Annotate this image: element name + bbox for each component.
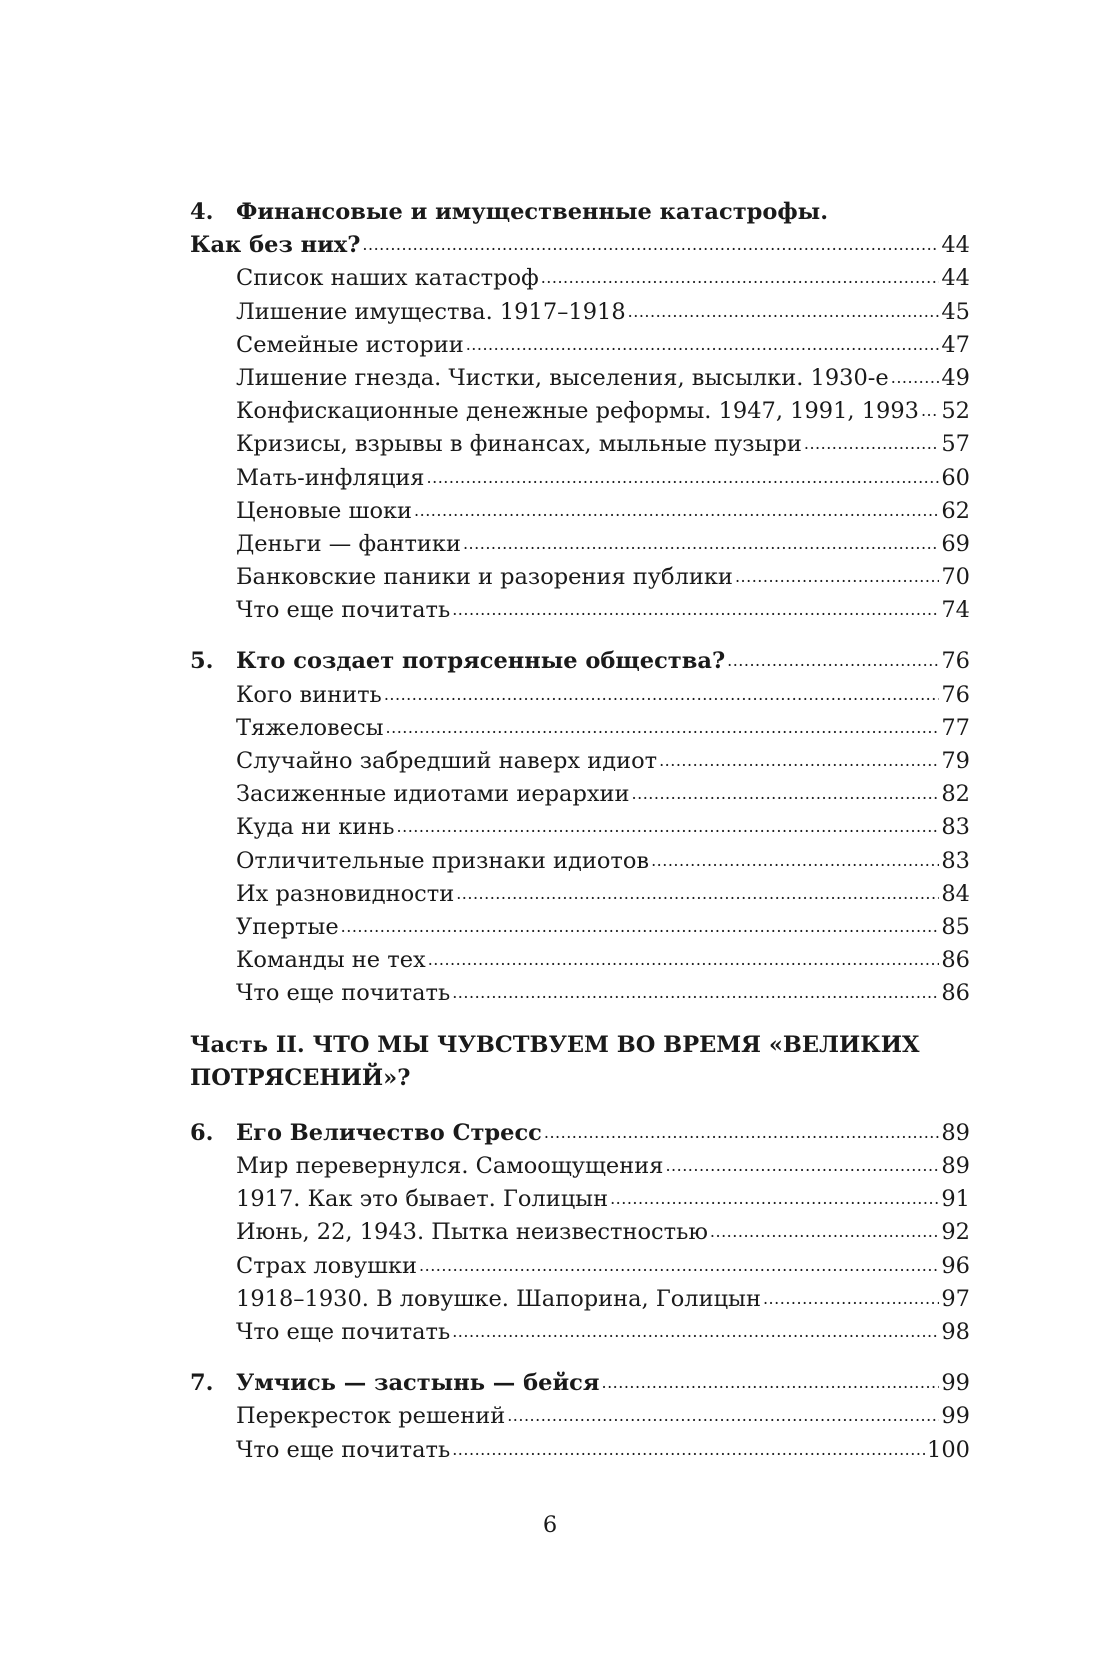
page-number: 57 [941,431,970,458]
page-number: 83 [941,814,970,841]
page-number: 91 [941,1186,970,1213]
chapter-title: Кто создает потрясенные общества? [236,648,726,675]
toc-entry [190,1150,970,1183]
entry-title: Семейные истории [236,331,464,358]
page-number: 44 [941,265,970,292]
chapter-title-line1: Финансовые и имущественные катастрофы. [236,199,829,225]
dot-leader [427,460,940,494]
page-number: 89 [941,1153,970,1180]
chapter-number: 5. [190,648,214,675]
entry-title: Упертые [236,913,339,940]
dot-leader [466,327,940,361]
toc-entry [190,778,970,811]
entry-title: Июнь, 22, 1943. Пытка неизвестностью [236,1219,708,1246]
page-number: 77 [941,714,970,741]
dot-leader [710,1214,939,1248]
page-number: 47 [941,331,970,358]
entry-title: 1918–1930. В ловушке. Шапорина, Голицын [236,1285,761,1312]
page-number: 84 [941,880,970,907]
page-number: 70 [941,564,970,591]
toc-entry [190,745,970,778]
page-number: 60 [941,464,970,491]
page-number: 74 [941,597,970,624]
toc-entry [190,1216,970,1249]
dot-leader [452,592,939,626]
entry-title: Список наших катастроф [236,265,539,292]
toc-entry [190,1316,970,1349]
toc-entry [190,362,970,395]
toc-entry [190,262,970,295]
entry-title: Мать-инфляция [236,464,425,491]
dot-leader [651,843,939,877]
page-number: 86 [941,980,970,1007]
toc-entry [190,296,970,329]
dot-leader [463,526,939,560]
dot-leader [659,743,939,777]
page-number: 45 [941,298,970,325]
dot-leader [414,493,939,527]
part-heading-line1: Часть II. ЧТО МЫ ЧУВСТВУЕМ ВО ВРЕМЯ «ВЕЛИКИХ [190,1031,920,1058]
toc-entry [190,1434,970,1467]
dot-leader [362,227,939,261]
page-number: 52 [941,398,970,425]
toc-entry [190,944,970,977]
page-number: 89 [941,1119,970,1146]
entry-title: Конфискационные денежные реформы. 1947, 1991, 1993 [236,398,919,425]
chapter-number: 4. [190,199,214,225]
page-number: 76 [941,681,970,708]
page-folio: 6 [542,1512,558,1538]
dot-leader [452,1432,925,1466]
toc-entry [190,1250,970,1283]
toc-entry [190,329,970,362]
dot-leader [727,643,939,677]
dot-leader [541,260,940,294]
dot-leader [419,1248,939,1282]
toc-entry [190,1283,970,1316]
chapter-heading [190,645,970,678]
entry-title: Случайно забредший наверх идиот [236,748,658,774]
entry-title: Команды не тех [236,947,426,974]
page-number: 98 [941,1319,970,1346]
chapter-number: 7. [190,1370,214,1397]
toc-entry [190,428,970,461]
dot-leader [763,1281,939,1315]
toc-entry [190,679,970,712]
entry-title: Что еще почитать [236,1319,451,1346]
chapter-title-line2: Как без них? [190,232,361,259]
page-number: 76 [941,648,970,675]
dot-leader [507,1398,939,1432]
chapter-heading [190,1367,970,1400]
entry-title: Лишение гнезда. Чистки, выселения, высылки. 1930-е [236,364,889,391]
dot-leader [921,393,939,427]
toc-entry [190,845,970,878]
toc-entry [190,495,970,528]
dot-leader [456,876,939,910]
page-number: 44 [941,232,970,259]
dot-leader [610,1181,939,1215]
entry-title: Мир перевернулся. Самоощущения [236,1153,664,1180]
dot-leader [341,909,940,943]
dot-leader [735,559,939,593]
chapter-6 [190,1117,970,1349]
dot-leader [804,426,940,460]
entry-title: Что еще почитать [236,980,451,1007]
dot-leader [384,677,940,711]
table-of-contents [190,196,970,1485]
page-number: 82 [941,781,970,808]
dot-leader [628,294,940,328]
toc-entry [190,1183,970,1216]
toc-entry [190,1400,970,1433]
chapter-number: 6. [190,1119,214,1146]
page-number: 96 [941,1252,970,1279]
page-number: 97 [941,1285,970,1312]
page-number: 83 [941,847,970,874]
chapter-5 [190,645,970,1010]
page-number: 85 [941,913,970,940]
chapter-title: Его Величество Стресс [236,1119,542,1146]
entry-title: Куда ни кинь [236,814,395,841]
entry-title: Страх ловушки [236,1252,418,1279]
entry-title: Перекресток решений [236,1403,506,1430]
dot-leader [665,1148,939,1182]
entry-title: Их разновидности [236,880,455,907]
dot-leader [452,1314,939,1348]
dot-leader [397,809,940,843]
page-number: 99 [941,1370,970,1397]
page-number: 49 [941,364,970,391]
toc-entry [190,878,970,911]
dot-leader [601,1365,939,1399]
entry-title: Деньги — фантики [236,530,461,557]
page-number: 62 [941,497,970,524]
entry-title: Засиженные идиотами иерархии [236,781,630,808]
entry-title: 1917. Как это бывает. Голицын [236,1186,609,1213]
entry-title: Лишение имущества. 1917–1918 [236,298,626,325]
dot-leader [428,942,940,976]
part-heading [190,1029,970,1095]
entry-title: Кого винить [236,681,382,708]
page-number: 100 [927,1436,970,1463]
dot-leader [632,776,940,810]
entry-title: Банковские паники и разорения публики [236,564,733,591]
entry-title: Что еще почитать [236,1436,451,1463]
dot-leader [386,710,940,744]
toc-entry [190,528,970,561]
page-number: 99 [941,1403,970,1430]
entry-title: Тяжеловесы [236,714,384,741]
chapter-heading-line2 [190,229,970,262]
part-heading-line2: ПОТРЯСЕНИЙ»? [190,1064,411,1091]
chapter-heading-line1 [190,196,970,229]
entry-title: Ценовые шоки [236,497,413,524]
entry-title: Что еще почитать [236,597,451,624]
dot-leader [452,975,939,1009]
entry-title: Кризисы, взрывы в финансах, мыльные пузыри [236,431,802,458]
page-number: 69 [941,530,970,557]
chapter-heading [190,1117,970,1150]
page-number: 92 [941,1219,970,1246]
chapter-title: Умчись — застынь — бейся [236,1370,600,1397]
page-number: 86 [941,947,970,974]
toc-entry [190,462,970,495]
entry-title: Отличительные признаки идиотов [236,847,650,874]
toc-entry [190,712,970,745]
toc-entry [190,977,970,1010]
dot-leader [544,1115,940,1149]
toc-entry [190,561,970,594]
toc-entry [190,594,970,627]
page-number: 79 [941,748,970,774]
toc-entry [190,911,970,944]
chapter-7 [190,1367,970,1467]
toc-entry [190,811,970,844]
toc-entry [190,395,970,428]
chapter-4 [190,196,970,627]
dot-leader [891,360,940,394]
